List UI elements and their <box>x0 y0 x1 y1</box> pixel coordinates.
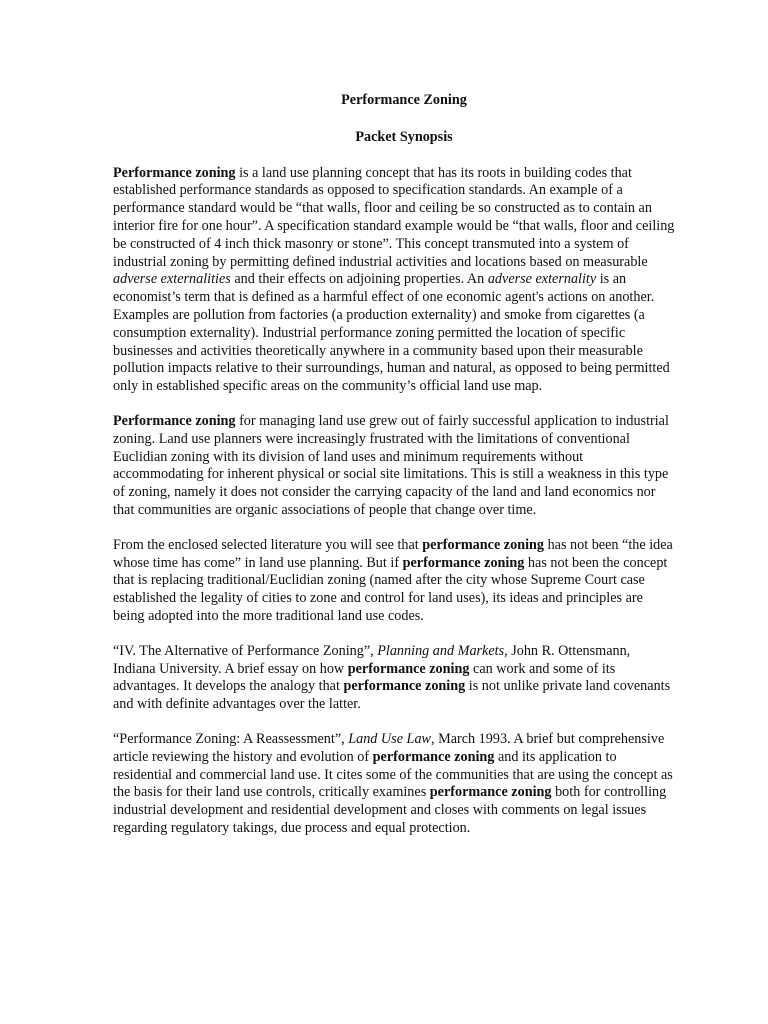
paragraph-text: and their effects on adjoining properties. An <box>230 271 488 288</box>
italic-term: adverse externalities <box>113 271 231 288</box>
italic-term: adverse externality <box>487 271 597 288</box>
document-subtitle: Packet Synopsis <box>355 128 453 145</box>
bold-term: performance zoning <box>402 554 525 571</box>
paragraph-text: From the enclosed selected literature you will see that <box>113 536 423 553</box>
bold-term: performance zoning <box>429 784 552 801</box>
document-page <box>113 92 675 855</box>
bold-term: Performance zoning <box>113 164 236 181</box>
bold-term: performance zoning <box>372 748 495 765</box>
paragraph-text: has not been “the idea whose time has come” in land use planning. But if <box>113 536 673 571</box>
paragraph-text: has not been the concept that is replacing traditional/Euclidian zoning (named after the city whose Supreme Court case established the legality of cities to zone and control for land uses), its ideas and principles are being adopted into the more traditional land use codes. <box>113 554 668 624</box>
paragraph-literature <box>113 537 675 626</box>
paragraph-text: is not unlike private land covenants and with definite advantages over the latter. <box>113 678 671 713</box>
paragraph-text: “IV. The Alternative of Performance Zoning”, <box>113 642 378 659</box>
paragraph-text: both for controlling industrial development and residential development and closes with comments on legal issues regarding regulatory takings, due process and equal protection. <box>113 784 667 836</box>
paragraph-text: can work and some of its advantages. It develops the analogy that <box>113 660 616 695</box>
paragraph-text: “Performance Zoning: A Reassessment”, <box>113 730 349 747</box>
paragraph-intro <box>113 165 675 396</box>
paragraph-source-reassessment <box>113 731 675 838</box>
paragraph-text: is an economist’s term that is defined as a harmful effect of one economic agent's actions on another. Examples are pollution from factories (a production externality) and smoke from cigarettes (a consumption externality). Industrial performance zoning permitted the location of specific businesses and activities theoretically anywhere in a community based upon their measurable pollution impacts relative to their surroundings, human and natural, as opposed to being permitted only in established specific areas on the community’s official land use map. <box>113 271 670 395</box>
bold-term: performance zoning <box>343 678 466 695</box>
paragraph-text: for managing land use grew out of fairly successful application to industrial zoning. Land use planners were increasingly frustrated with the limitations of conventional Euclidian zoning with its division of land uses and minimum requirements without accommodating for inherent physical or social site limitations. This is still a weakness in this type of zoning, namely it does not consider the carrying capacity of the land and land economics nor that communities are organic associations of people that change over time. <box>113 412 669 518</box>
paragraph-text: , John R. Ottensmann, Indiana University. A brief essay on how <box>113 642 631 677</box>
bold-term: performance zoning <box>422 536 545 553</box>
italic-term: Planning and Markets <box>377 642 505 659</box>
bold-term: Performance zoning <box>113 412 236 429</box>
paragraph-text: and its application to residential and commercial land use. It cites some of the communities that are using the concept as the basis for their land use controls, critically examines <box>113 748 673 801</box>
paragraph-history <box>113 413 675 520</box>
italic-term: Land Use Law <box>348 730 431 747</box>
paragraph-source-ottensmann <box>113 643 675 714</box>
paragraph-text: is a land use planning concept that has its roots in building codes that established performance standards as opposed to specification standards. An example of a performance standard would be “that walls, floor and ceiling be so constructed as to contain an interior fire for one hour”. A specification standard example would be “that walls, floor and ceiling be constructed of 4 inch thick masonry or stone”. This concept transmuted into a system of industrial zoning by permitting defined industrial activities and locations based on measurable <box>113 164 675 270</box>
bold-term: performance zoning <box>347 660 470 677</box>
document-title: Performance Zoning <box>341 92 467 108</box>
paragraph-text: , March 1993. A brief but comprehensive article reviewing the history and evolution of <box>113 730 665 765</box>
